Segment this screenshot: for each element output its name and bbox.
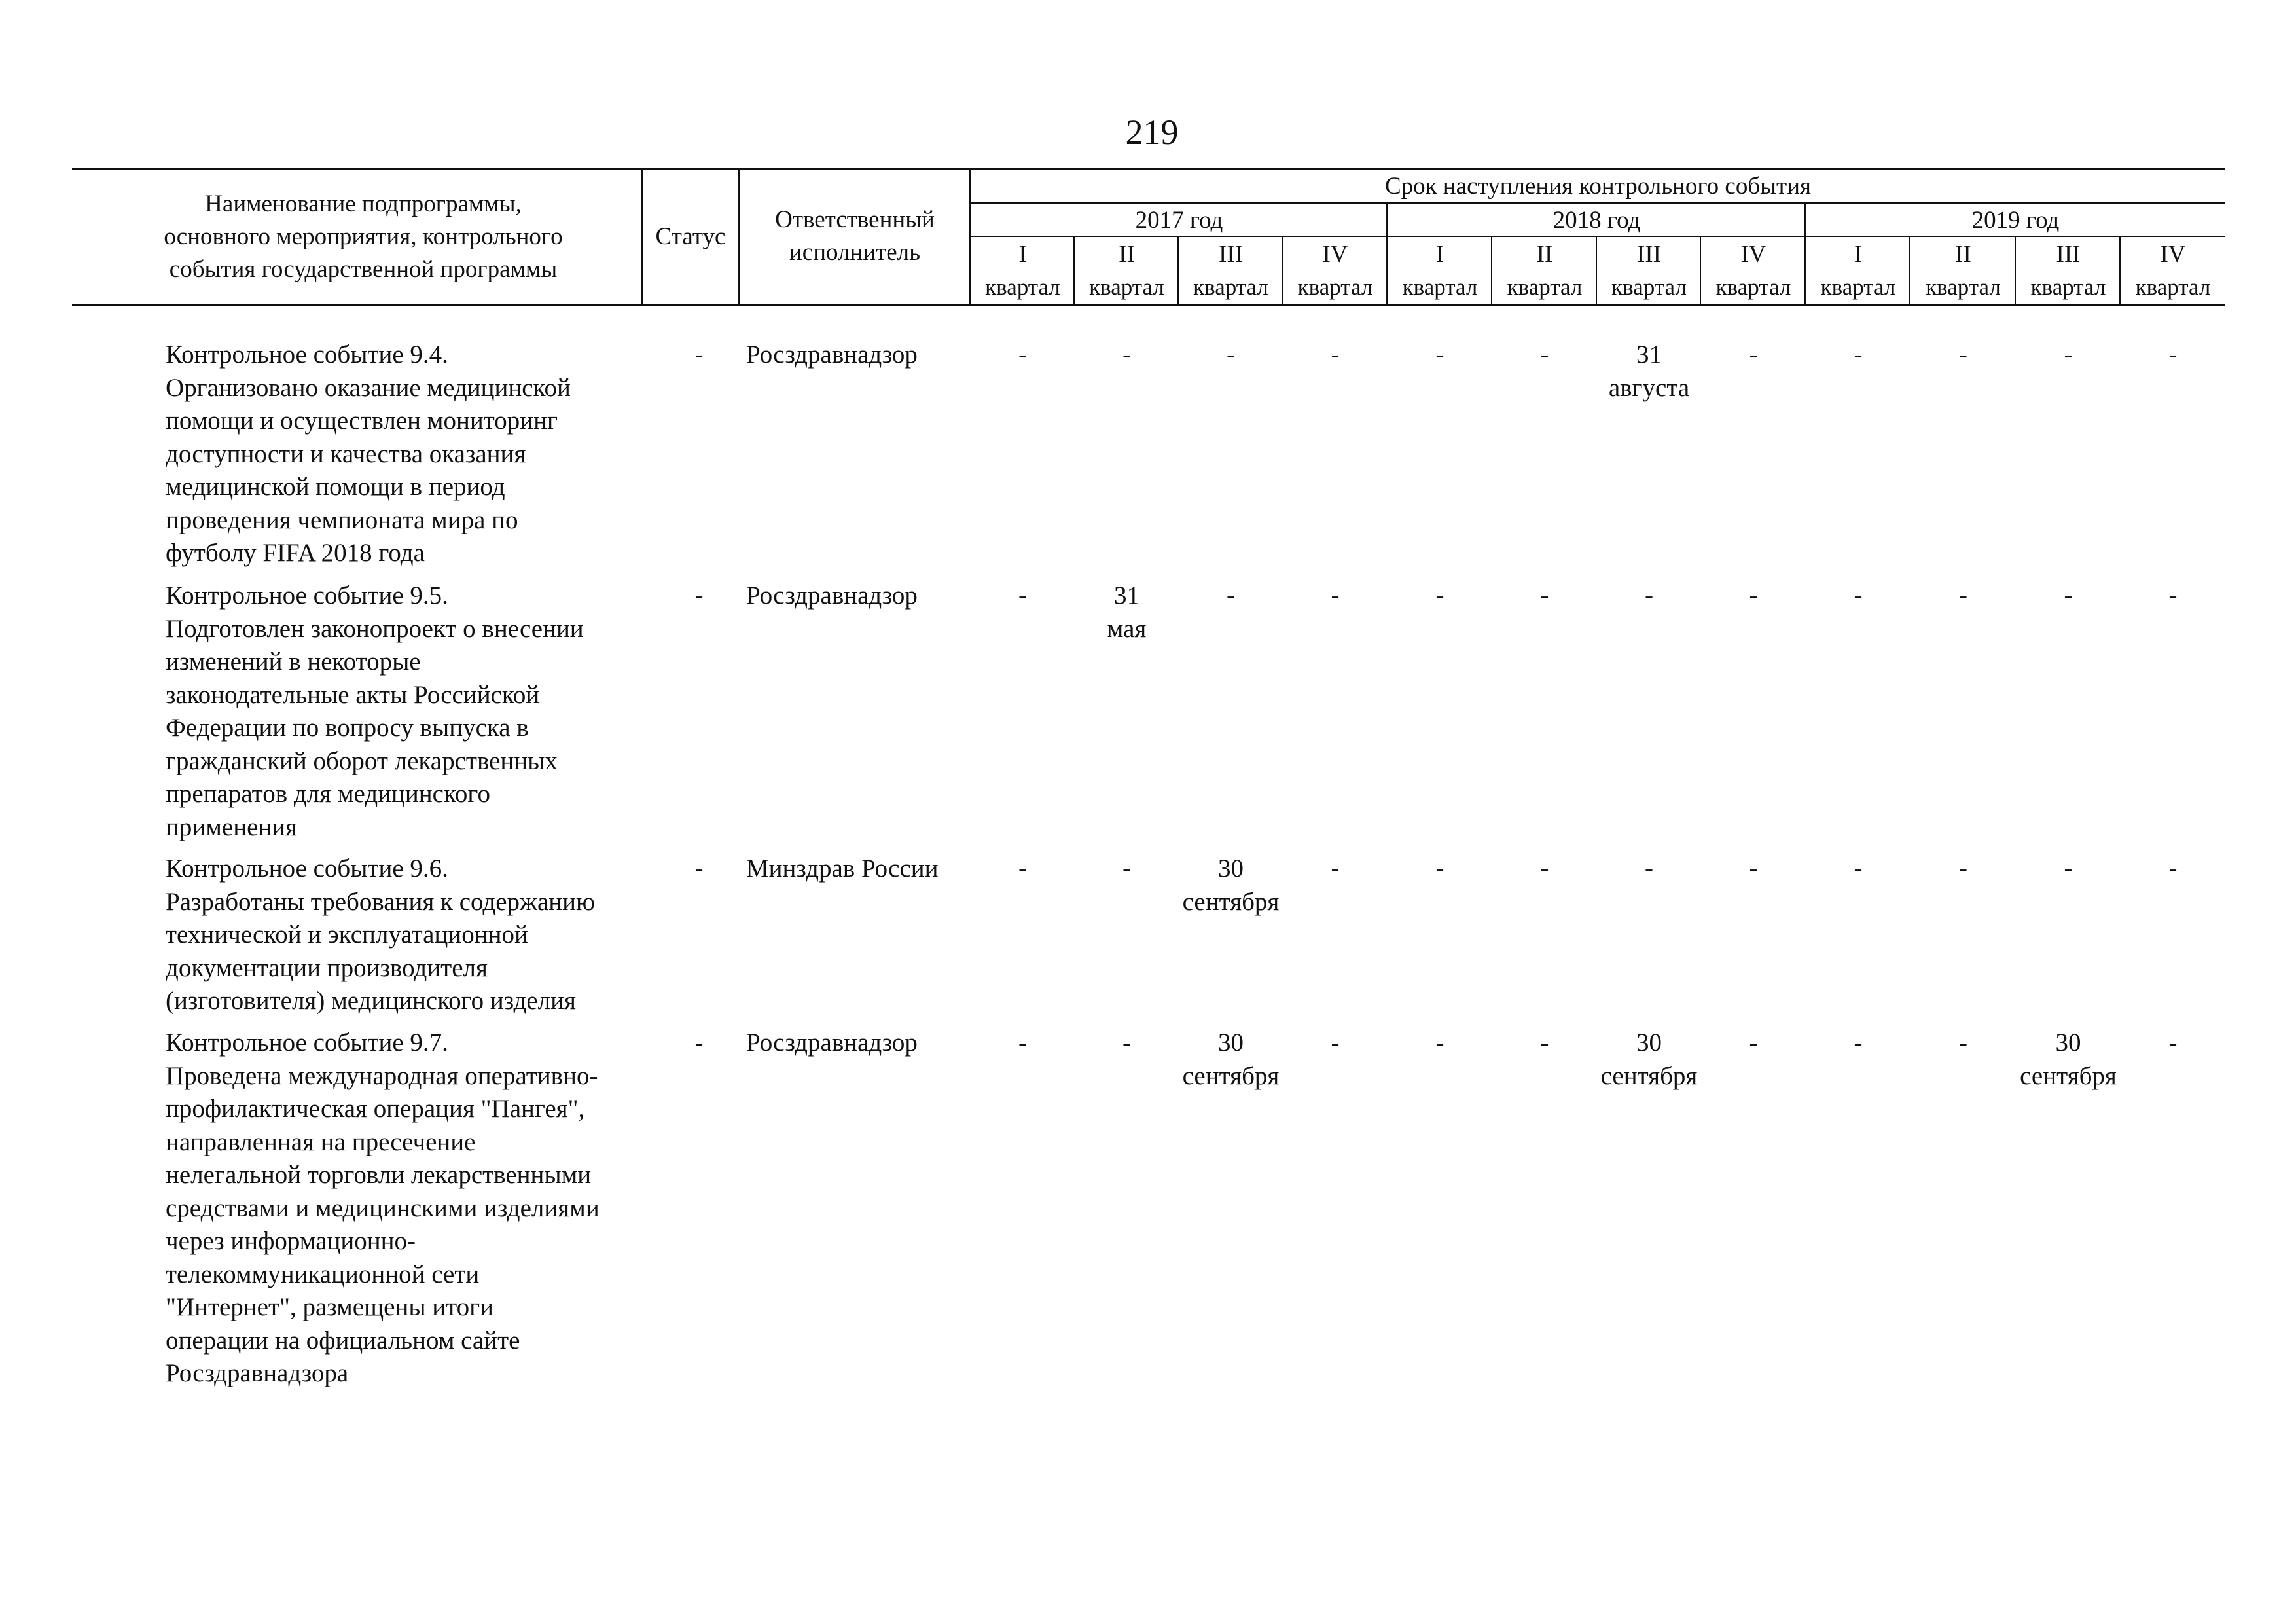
quarter-word: квартал xyxy=(2030,274,2106,300)
quarter-cell xyxy=(2016,579,2121,613)
quarter-cell-line: 30 xyxy=(1218,854,1244,883)
quarter-cell-line: - xyxy=(1749,1029,1758,1057)
quarter-numeral: III xyxy=(2056,241,2081,268)
quarter-cell-line: 30 xyxy=(1218,1029,1244,1057)
quarter-cell xyxy=(1701,852,1806,886)
event-executor: Росздравнадзор xyxy=(746,1029,918,1057)
event-executor: Росздравнадзор xyxy=(746,581,918,610)
quarter-word: квартал xyxy=(1507,274,1583,300)
event-status: - xyxy=(694,581,704,610)
quarter-cell xyxy=(1910,338,2016,372)
quarter-cell-line: - xyxy=(1854,854,1863,883)
quarter-cell xyxy=(1806,338,1910,372)
quarter-cell xyxy=(1283,852,1388,886)
quarter-cell-line: - xyxy=(1435,340,1444,369)
header-name-line: события государственной программы xyxy=(169,256,558,283)
quarter-cell xyxy=(1597,579,1701,613)
quarter-cell xyxy=(1179,338,1283,372)
quarter-cell xyxy=(1179,1027,1283,1093)
quarter-cell-line: сентября xyxy=(1182,1061,1280,1090)
event-executor: Росздравнадзор xyxy=(746,340,918,369)
quarter-cell xyxy=(971,852,1075,886)
header-executor-line: Ответственный xyxy=(775,206,935,233)
quarter-cell-line: - xyxy=(1540,1029,1549,1057)
quarter-cell-line: - xyxy=(2168,1029,2178,1057)
event-status: - xyxy=(694,340,704,369)
quarter-cell-line: - xyxy=(1122,1029,1131,1057)
quarter-word: квартал xyxy=(2135,274,2211,300)
quarter-cell xyxy=(971,338,1075,372)
quarter-word: квартал xyxy=(1926,274,2001,300)
quarter-cell-line: - xyxy=(1749,854,1758,883)
header-name-line: Наименование подпрограммы, xyxy=(205,191,522,217)
quarter-word: квартал xyxy=(1402,274,1478,300)
quarter-cell-line: - xyxy=(1435,854,1444,883)
event-executor: Минздрав России xyxy=(746,854,939,883)
quarter-word: квартал xyxy=(1089,274,1164,300)
quarter-cell xyxy=(2016,852,2121,886)
quarter-numeral: III xyxy=(1219,241,1243,268)
quarter-numeral: II xyxy=(1955,241,1971,268)
event-name: Контрольное событие 9.4. Организовано оказание медицинской помощи и осуществлен мониторинг доступности и качества оказания медицинской помощи в период проведения чемпионата мира по футболу FIFA 2018 года xyxy=(166,340,571,567)
quarter-cell xyxy=(1597,338,1701,405)
quarter-cell-line: - xyxy=(1959,854,1967,883)
quarter-numeral: II xyxy=(1536,241,1553,268)
quarter-cell xyxy=(1075,338,1179,372)
quarter-cell-line: - xyxy=(2064,854,2073,883)
quarter-cell xyxy=(2121,852,2225,886)
header-name-line: основного мероприятия, контрольного xyxy=(164,223,563,250)
quarter-numeral: I xyxy=(1018,241,1027,268)
quarter-word: квартал xyxy=(1820,274,1896,300)
quarter-cell-line: - xyxy=(1854,581,1863,610)
quarter-word: квартал xyxy=(985,274,1060,300)
quarter-cell xyxy=(1492,579,1597,613)
table-header-bottom-rule xyxy=(72,304,2225,306)
quarter-cell-line: - xyxy=(1959,340,1967,369)
quarter-cell-line: - xyxy=(1227,581,1235,610)
header-executor-column xyxy=(740,204,970,269)
event-name: Контрольное событие 9.7. Проведена международная оперативно- профилактическая операция "Пангея", направленная на пресечение нелегальной торговли лекарственными средствами и медицинскими изделиями через информационно- телекоммуникационной сети "Интернет", размещены итоги операции на официальном сайте Росздравнадзора xyxy=(166,1029,600,1387)
quarter-cell-line: - xyxy=(1749,340,1758,369)
header-executor-line: исполнитель xyxy=(789,239,921,266)
quarter-cell xyxy=(1597,852,1701,886)
quarter-cell-line: - xyxy=(2168,854,2178,883)
header-year-2017: 2017 год xyxy=(1135,207,1223,234)
quarter-cell-line: сентября xyxy=(1600,1061,1698,1090)
quarter-cell-line: - xyxy=(2168,581,2178,610)
quarter-cell xyxy=(2121,1027,2225,1060)
quarter-cell xyxy=(1806,1027,1910,1060)
quarter-cell xyxy=(1283,1027,1388,1060)
quarter-cell xyxy=(1283,338,1388,372)
quarter-cell xyxy=(1701,1027,1806,1060)
quarter-cell-line: - xyxy=(2064,340,2073,369)
quarter-cell-line: - xyxy=(1749,581,1758,610)
page-number: 219 xyxy=(1125,113,1179,152)
quarter-cell-line: - xyxy=(1018,340,1027,369)
quarter-cell-line: - xyxy=(1959,581,1967,610)
quarter-cell xyxy=(1910,1027,2016,1060)
quarter-cell xyxy=(1388,1027,1492,1060)
header-deadline-title: Срок наступления контрольного события xyxy=(1384,173,1812,200)
quarter-cell-line: - xyxy=(1435,1029,1444,1057)
quarter-cell-line: - xyxy=(1331,854,1340,883)
quarter-cell xyxy=(1388,579,1492,613)
quarter-cell xyxy=(1597,1027,1701,1093)
header-status-column: Статус xyxy=(655,223,726,250)
header-year-2019: 2019 год xyxy=(1971,207,2060,234)
quarter-cell-line: - xyxy=(1435,581,1444,610)
quarter-cell-line: - xyxy=(1122,340,1131,369)
quarter-numeral: III xyxy=(1637,241,1661,268)
quarter-cell xyxy=(1388,852,1492,886)
event-name: Контрольное событие 9.6. Разработаны требования к содержанию технической и эксплуатационной документации производителя (изготовителя) медицинского изделия xyxy=(166,854,596,1015)
quarter-cell-line: - xyxy=(2064,581,2073,610)
quarter-cell xyxy=(1910,852,2016,886)
quarter-cell xyxy=(1388,338,1492,372)
event-status: - xyxy=(694,1029,704,1057)
quarter-cell-line: 30 xyxy=(1636,1029,1662,1057)
quarter-cell xyxy=(2016,1027,2121,1093)
quarter-cell xyxy=(1179,579,1283,613)
header-name-column xyxy=(92,188,635,286)
quarter-cell-line: - xyxy=(1331,581,1340,610)
quarter-cell-line: сентября xyxy=(1182,887,1280,916)
quarter-cell-line: августа xyxy=(1608,373,1690,402)
quarter-cell xyxy=(1806,579,1910,613)
quarter-cell xyxy=(1492,852,1597,886)
quarter-cell-line: - xyxy=(1854,340,1863,369)
quarter-cell xyxy=(1701,338,1806,372)
quarter-numeral: I xyxy=(1435,241,1444,268)
quarter-cell-line: - xyxy=(1540,854,1549,883)
quarter-cell-line: 31 xyxy=(1114,581,1139,610)
quarter-cell-line: - xyxy=(1540,581,1549,610)
event-name: Контрольное событие 9.5. Подготовлен законопроект о внесении изменений в некоторые законодательные акты Российской Федерации по вопросу выпуска в гражданский оборот лекарственных препаратов для медицинского применения xyxy=(166,581,584,841)
quarter-cell xyxy=(1910,579,2016,613)
quarter-numeral: IV xyxy=(1322,241,1348,268)
col-divider xyxy=(641,169,643,305)
quarter-cell-line: - xyxy=(1018,854,1027,883)
deadline-title-rule xyxy=(971,202,2225,204)
quarter-cell-line: мая xyxy=(1107,614,1147,643)
quarter-cell xyxy=(971,1027,1075,1060)
quarter-cell xyxy=(1283,579,1388,613)
quarter-cell xyxy=(2016,338,2121,372)
quarter-cell-line: - xyxy=(1018,1029,1027,1057)
quarter-cell-line: - xyxy=(1854,1029,1863,1057)
quarter-numeral: II xyxy=(1119,241,1135,268)
quarter-cell-line: 31 xyxy=(1636,340,1662,369)
quarter-cell-line: - xyxy=(1331,1029,1340,1057)
quarter-numeral: I xyxy=(1854,241,1863,268)
quarter-cell xyxy=(1806,852,1910,886)
quarter-cell-line: - xyxy=(1540,340,1549,369)
quarter-cell xyxy=(1492,338,1597,372)
quarter-cell-line: - xyxy=(2168,340,2178,369)
quarter-cell xyxy=(2121,338,2225,372)
quarter-cell-line: - xyxy=(1018,581,1027,610)
quarter-cell xyxy=(1179,852,1283,919)
quarter-cell xyxy=(1075,852,1179,886)
quarter-cell xyxy=(1075,1027,1179,1060)
quarter-cell-line: сентября xyxy=(2020,1061,2117,1090)
quarter-cell-line: 30 xyxy=(2055,1029,2081,1057)
header-year-2018: 2018 год xyxy=(1552,207,1641,234)
quarter-cell xyxy=(2121,579,2225,613)
quarter-cell xyxy=(971,579,1075,613)
quarter-cell-line: - xyxy=(1959,1029,1967,1057)
quarter-cell xyxy=(1075,579,1179,646)
quarter-cell-line: - xyxy=(1645,854,1653,883)
quarter-word: квартал xyxy=(1297,274,1373,300)
quarter-cell-line: - xyxy=(1331,340,1340,369)
quarter-cell-line: - xyxy=(1122,854,1131,883)
event-status: - xyxy=(694,854,704,883)
quarter-word: квартал xyxy=(1193,274,1268,300)
quarter-cell-line: - xyxy=(1227,340,1235,369)
quarter-numeral: IV xyxy=(1740,241,1767,268)
quarter-cell-line: - xyxy=(1645,581,1653,610)
quarter-cell xyxy=(1492,1027,1597,1060)
col-divider xyxy=(738,169,740,305)
quarter-word: квартал xyxy=(1715,274,1791,300)
quarter-cell xyxy=(1701,579,1806,613)
quarter-numeral: IV xyxy=(2160,241,2186,268)
quarter-word: квартал xyxy=(1611,274,1687,300)
